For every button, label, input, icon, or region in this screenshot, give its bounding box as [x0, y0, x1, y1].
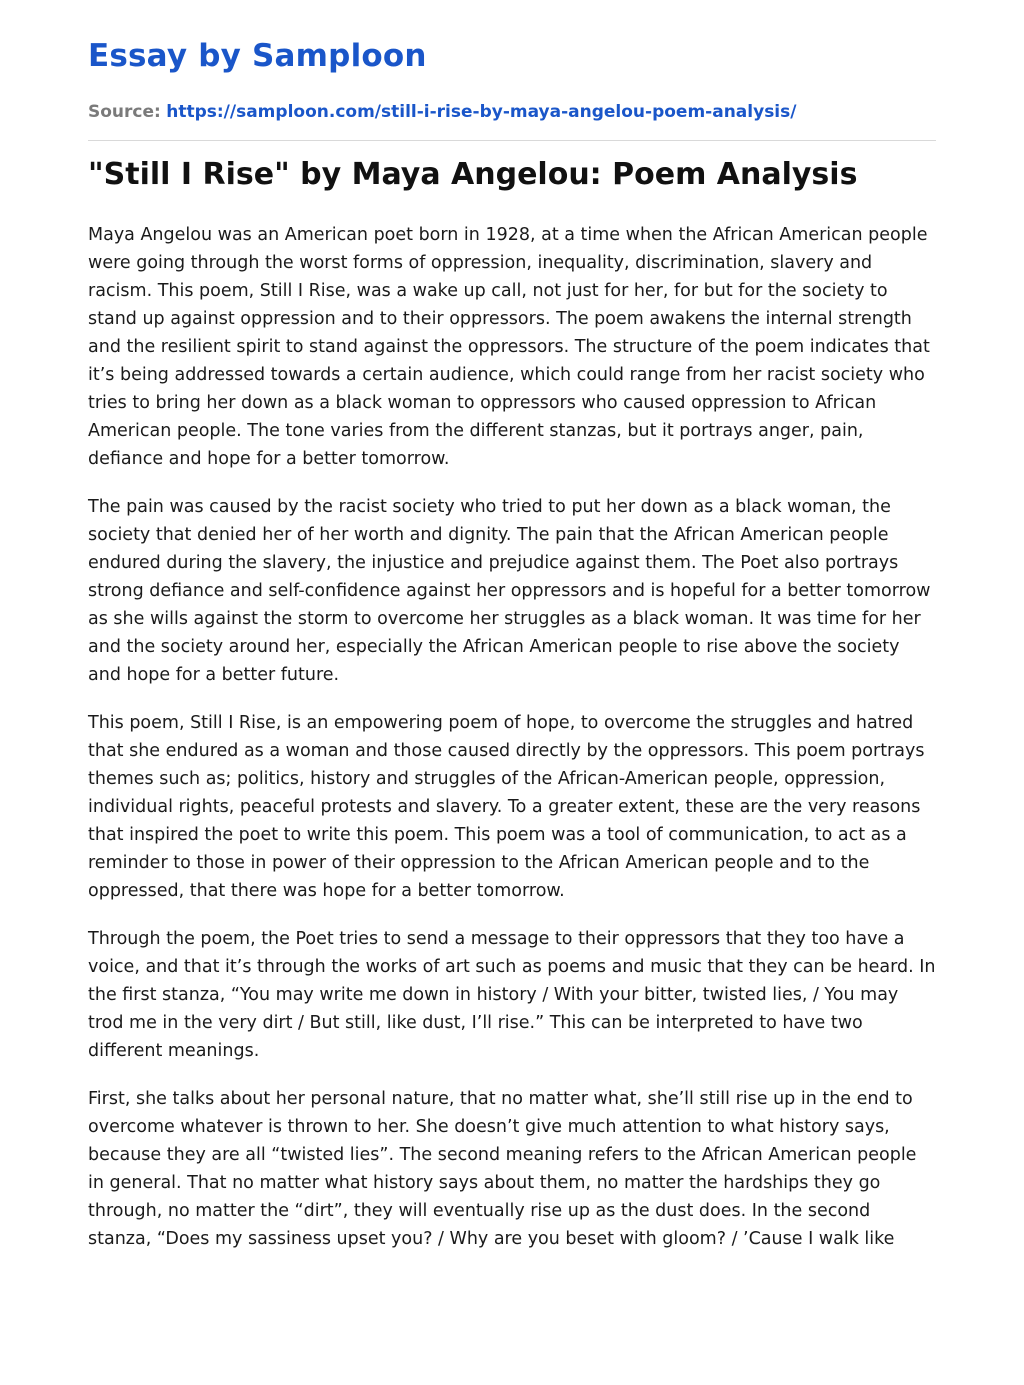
source-label: Source:	[88, 102, 161, 122]
source-line	[88, 100, 936, 124]
essay-paragraph-5: First, she talks about her personal nature, that no matter what, she’ll still rise up in the end to overcome whatever is thrown to her. She doesn’t give much attention to what history says, because they are all “twisted lies”. The second meaning refers to the African American people in general. That no matter what history says about them, no matter the hardships they go through, no matter the “dirt”, they will eventually rise up as the dust does. In the second stanza, “Does my sassiness upset you? / Why are you beset with gloom? / ’Cause I walk like	[88, 1089, 917, 1249]
essay-paragraph-3: This poem, Still I Rise, is an empowering poem of hope, to overcome the struggles and hatred that she endured as a woman and those caused directly by the oppressors. This poem portrays themes such as; politics, history and struggles of the African-American people, oppression, individual rights, peaceful protests and slavery. To a greater extent, these are the very reasons that inspired the poet to write this poem. This poem was a tool of communication, to act as a reminder to those in power of their oppression to the African American people and to the oppressed, that there was hope for a better tomorrow.	[88, 713, 925, 901]
essay-paragraph-4: Through the poem, the Poet tries to send a message to their oppressors that they too have a voice, and that it’s through the works of art such as poems and music that they can be heard. In the first stanza, “You may write me down in history / With your bitter, twisted lies, / You may trod me in the very dirt / But still, like dust, I’ll rise.” This can be interpreted to have two different meanings.	[88, 929, 936, 1061]
source-link[interactable]: https://samploon.com/still-i-rise-by-maya-angelou-poem-analysis/	[166, 102, 797, 122]
site-brand-title: Essay by Samploon	[88, 38, 427, 74]
essay-title: "Still I Rise" by Maya Angelou: Poem Analysis	[88, 157, 858, 192]
header-divider	[88, 140, 936, 141]
document-page	[88, 0, 936, 1273]
essay-paragraph-2: The pain was caused by the racist society who tried to put her down as a black woman, the society that denied her of her worth and dignity. The pain that the African American people endured during the slavery, the injustice and prejudice against them. The Poet also portrays strong defiance and self-confidence against her oppressors and is hopeful for a better tomorrow as she wills against the storm to overcome her struggles as a black woman. It was time for her and the society around her, especially the African American people to rise above the society and hope for a better future.	[88, 497, 931, 685]
essay-paragraph-1: Maya Angelou was an American poet born in 1928, at a time when the African American people were going through the worst forms of oppression, inequality, discrimination, slavery and racism. This poem, Still I Rise, was a wake up call, not just for her, for but for the society to stand up against oppression and to their oppressors. The poem awakens the internal strength and the resilient spirit to stand against the oppressors. The structure of the poem indicates that it’s being addressed towards a certain audience, which could range from her racist society who tries to bring her down as a black woman to oppressors who caused oppression to African American people. The tone varies from the different stanzas, but it portrays anger, pain, defiance and hope for a better tomorrow.	[88, 225, 930, 469]
essay-body	[88, 221, 936, 1253]
